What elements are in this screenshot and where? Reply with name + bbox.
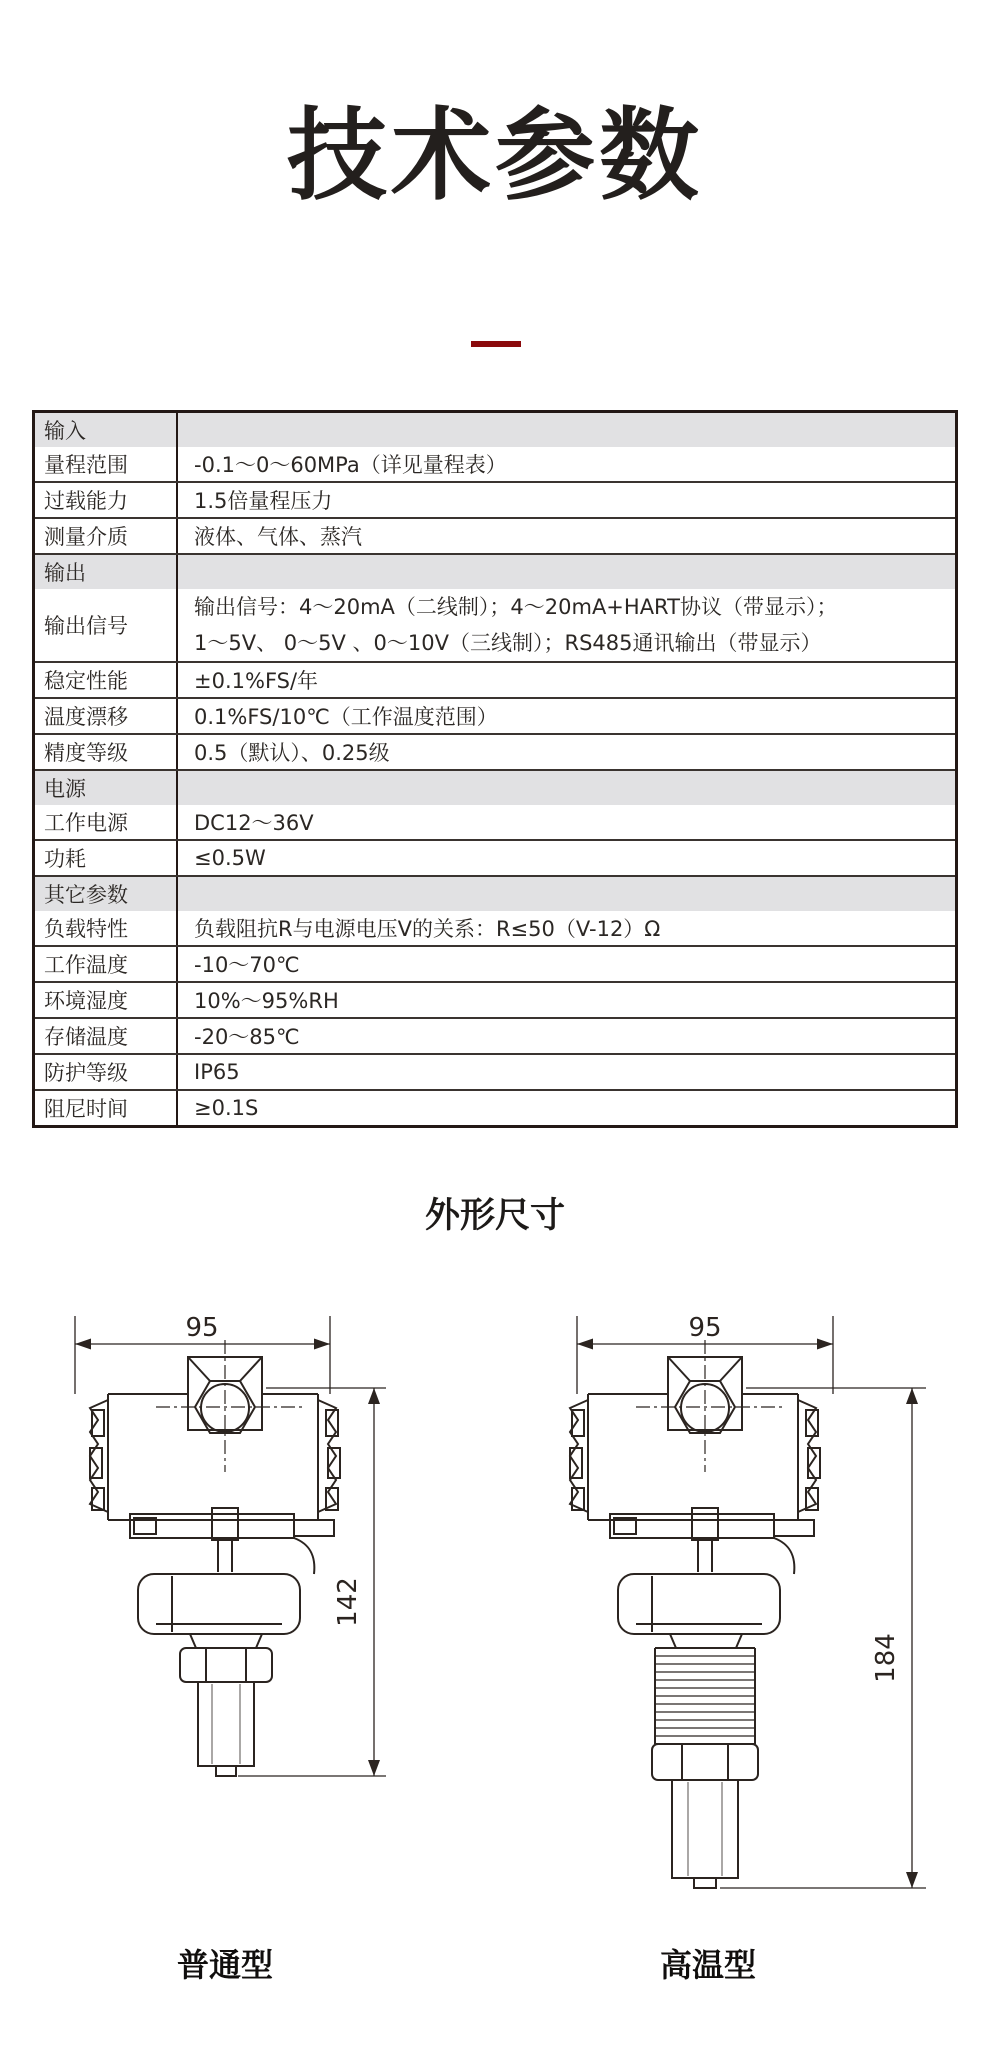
spec-row [34, 805, 957, 840]
spec-label: 输出 [34, 554, 178, 589]
red-divider [471, 341, 521, 347]
spec-label: 负载特性 [34, 911, 178, 946]
spec-value: -20～85℃ [177, 1018, 957, 1054]
spec-value: ±0.1%FS/年 [177, 662, 957, 698]
spec-value [177, 412, 957, 448]
page-title: 技术参数 [287, 97, 703, 214]
spec-label: 温度漂移 [34, 698, 178, 734]
height-dimension [238, 1388, 386, 1776]
spec-row [34, 662, 957, 698]
spec-label: 测量介质 [34, 518, 178, 554]
spec-value: DC12～36V [177, 805, 957, 840]
spec-row [34, 518, 957, 554]
spec-row [34, 840, 957, 876]
spec-row [34, 482, 957, 518]
section-row [34, 554, 957, 589]
process-connection [180, 1634, 272, 1776]
process-connection [652, 1744, 758, 1888]
transmitter-housing [570, 1394, 820, 1520]
process-clamp [138, 1574, 300, 1634]
spec-table-body [34, 412, 957, 1127]
spec-value: 10%～95%RH [177, 982, 957, 1018]
spec-row [34, 1054, 957, 1090]
section-row [34, 412, 957, 448]
spec-label: 精度等级 [34, 734, 178, 770]
height-dimension-label: 142 [333, 1577, 363, 1627]
spec-value: 0.5（默认）、0.25级 [177, 734, 957, 770]
spec-value: ≤0.5W [177, 840, 957, 876]
spec-label: 工作电源 [34, 805, 178, 840]
spec-value [177, 589, 957, 662]
drawing-normal-type [30, 1302, 400, 1802]
spec-label: 输出信号 [34, 589, 178, 662]
spec-label: 稳定性能 [34, 662, 178, 698]
width-dimension-label: 95 [185, 1313, 219, 1343]
spec-row [34, 982, 957, 1018]
section-row [34, 770, 957, 805]
spec-row [34, 1018, 957, 1054]
cable-gland [636, 1340, 782, 1472]
spec-value: -0.1～0～60MPa（详见量程表） [177, 447, 957, 482]
spec-label: 输入 [34, 412, 178, 448]
spec-value [177, 876, 957, 911]
spec-value [177, 554, 957, 589]
spec-value: 1.5倍量程压力 [177, 482, 957, 518]
width-dimension-label: 95 [688, 1313, 722, 1343]
heat-sink-fins [655, 1634, 755, 1744]
spec-row [34, 734, 957, 770]
process-clamp [618, 1574, 780, 1634]
caption-normal-type: 普通型 [176, 1946, 273, 1984]
caption-high-temp-type: 高温型 [659, 1946, 756, 1984]
dimensions-heading: 外形尺寸 [424, 1196, 565, 1236]
spec-label: 阻尼时间 [34, 1090, 178, 1127]
spec-label: 其它参数 [34, 876, 178, 911]
spec-value: -10～70℃ [177, 946, 957, 982]
spec-row [34, 589, 957, 662]
spec-label: 电源 [34, 770, 178, 805]
spec-value: 负载阻抗R与电源电压V的关系：R≤50（V-12）Ω [177, 911, 957, 946]
transmitter-housing [90, 1394, 340, 1520]
spec-table [32, 410, 958, 1128]
spec-value [177, 770, 957, 805]
spec-row [34, 447, 957, 482]
mounting-bracket [130, 1508, 334, 1574]
spec-value: IP65 [177, 1054, 957, 1090]
spec-value: 液体、气体、蒸汽 [177, 518, 957, 554]
spec-value-line: 1～5V、 0～5V 、0～10V（三线制）；RS485通讯输出（带显示） [194, 631, 822, 655]
height-dimension-label: 184 [871, 1633, 901, 1683]
mounting-bracket [610, 1508, 814, 1574]
spec-row [34, 911, 957, 946]
section-row [34, 876, 957, 911]
spec-value: ≥0.1S [177, 1090, 957, 1127]
spec-label: 环境湿度 [34, 982, 178, 1018]
spec-label: 功耗 [34, 840, 178, 876]
spec-row [34, 698, 957, 734]
spec-label: 存储温度 [34, 1018, 178, 1054]
spec-value-line: 输出信号：4～20mA（二线制）；4～20mA+HART协议（带显示）； [194, 595, 838, 619]
spec-label: 量程范围 [34, 447, 178, 482]
spec-row [34, 1090, 957, 1127]
spec-label: 防护等级 [34, 1054, 178, 1090]
spec-row [34, 946, 957, 982]
spec-label: 工作温度 [34, 946, 178, 982]
spec-label: 过载能力 [34, 482, 178, 518]
drawing-high-temp-type [430, 1302, 960, 1952]
cable-gland [156, 1340, 302, 1472]
spec-value: 0.1%FS/10℃（工作温度范围） [177, 698, 957, 734]
